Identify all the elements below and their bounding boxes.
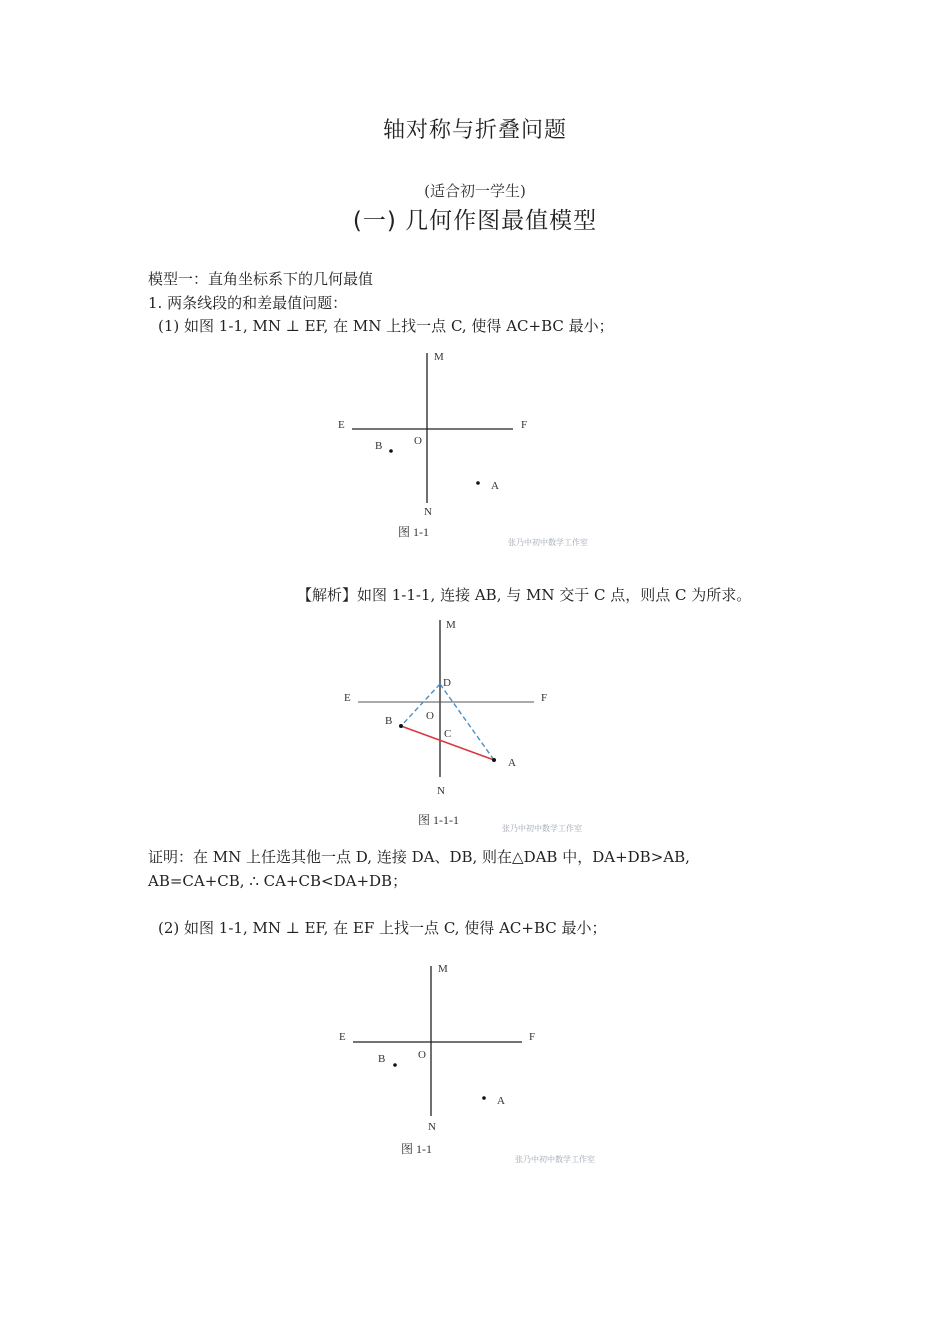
proof-line-1: 证明：在 MN 上任选其他一点 D, 连接 DA、DB, 则在△DAB 中，DA+DB>AB, xyxy=(148,848,690,866)
label-o: O xyxy=(418,1049,426,1061)
label-d: D xyxy=(443,677,451,689)
caption: 图 1-1 xyxy=(401,1142,432,1156)
question-2: (2) 如图 1-1, MN ⊥ EF, 在 EF 上找一点 C, 使得 AC+BC 最小； xyxy=(158,919,607,937)
point-b xyxy=(399,724,403,728)
section-title: (一) 几何作图最值模型 xyxy=(352,208,598,234)
label-c: C xyxy=(444,728,452,740)
question-1: (1) 如图 1-1, MN ⊥ EF, 在 MN 上找一点 C, 使得 AC+BC 最小； xyxy=(158,317,614,335)
label-f: F xyxy=(529,1031,536,1043)
label-o: O xyxy=(414,435,422,447)
caption: 图 1-1-1 xyxy=(418,813,459,827)
label-f: F xyxy=(541,692,548,704)
label-m: M xyxy=(434,351,444,363)
label-m: M xyxy=(446,619,456,631)
page-title: 轴对称与折叠问题 xyxy=(382,118,567,143)
figure-1-1-1 xyxy=(330,612,630,837)
segment-db xyxy=(401,684,440,726)
watermark: 张乃中初中数学工作室 xyxy=(502,824,582,833)
label-o: O xyxy=(426,710,434,722)
item-1-heading: 1. 两条线段的和差最值问题： xyxy=(148,294,348,312)
label-b: B xyxy=(375,440,383,452)
label-e: E xyxy=(344,692,351,704)
label-n: N xyxy=(428,1121,436,1133)
label-e: E xyxy=(339,1031,346,1043)
point-a xyxy=(492,758,496,762)
point-a xyxy=(482,1096,486,1100)
label-b: B xyxy=(378,1053,386,1065)
label-n: N xyxy=(424,506,432,518)
proof-line-2: AB=CA+CB, ∴ CA+CB<DA+DB； xyxy=(148,872,408,890)
label-e: E xyxy=(338,419,345,431)
label-a: A xyxy=(491,480,499,492)
analysis-text: 【解析】如图 1-1-1, 连接 AB, 与 MN 交于 C 点，则点 C 为所求。 xyxy=(297,586,752,604)
segment-da xyxy=(440,684,494,760)
watermark: 张乃中初中数学工作室 xyxy=(515,1155,595,1164)
label-f: F xyxy=(521,419,528,431)
figure-1-1-repeat xyxy=(330,958,630,1170)
subtitle: (适合初一学生) xyxy=(424,182,526,200)
label-b: B xyxy=(385,715,393,727)
label-a: A xyxy=(508,757,516,769)
point-a xyxy=(476,481,480,485)
model-heading: 模型一：直角坐标系下的几何最值 xyxy=(148,270,374,288)
watermark: 张乃中初中数学工作室 xyxy=(508,538,588,547)
point-b xyxy=(389,449,393,453)
label-n: N xyxy=(437,785,445,797)
caption: 图 1-1 xyxy=(398,525,429,539)
point-b xyxy=(393,1063,397,1067)
label-m: M xyxy=(438,963,448,975)
figure-1-1 xyxy=(330,345,630,550)
label-a: A xyxy=(497,1095,505,1107)
